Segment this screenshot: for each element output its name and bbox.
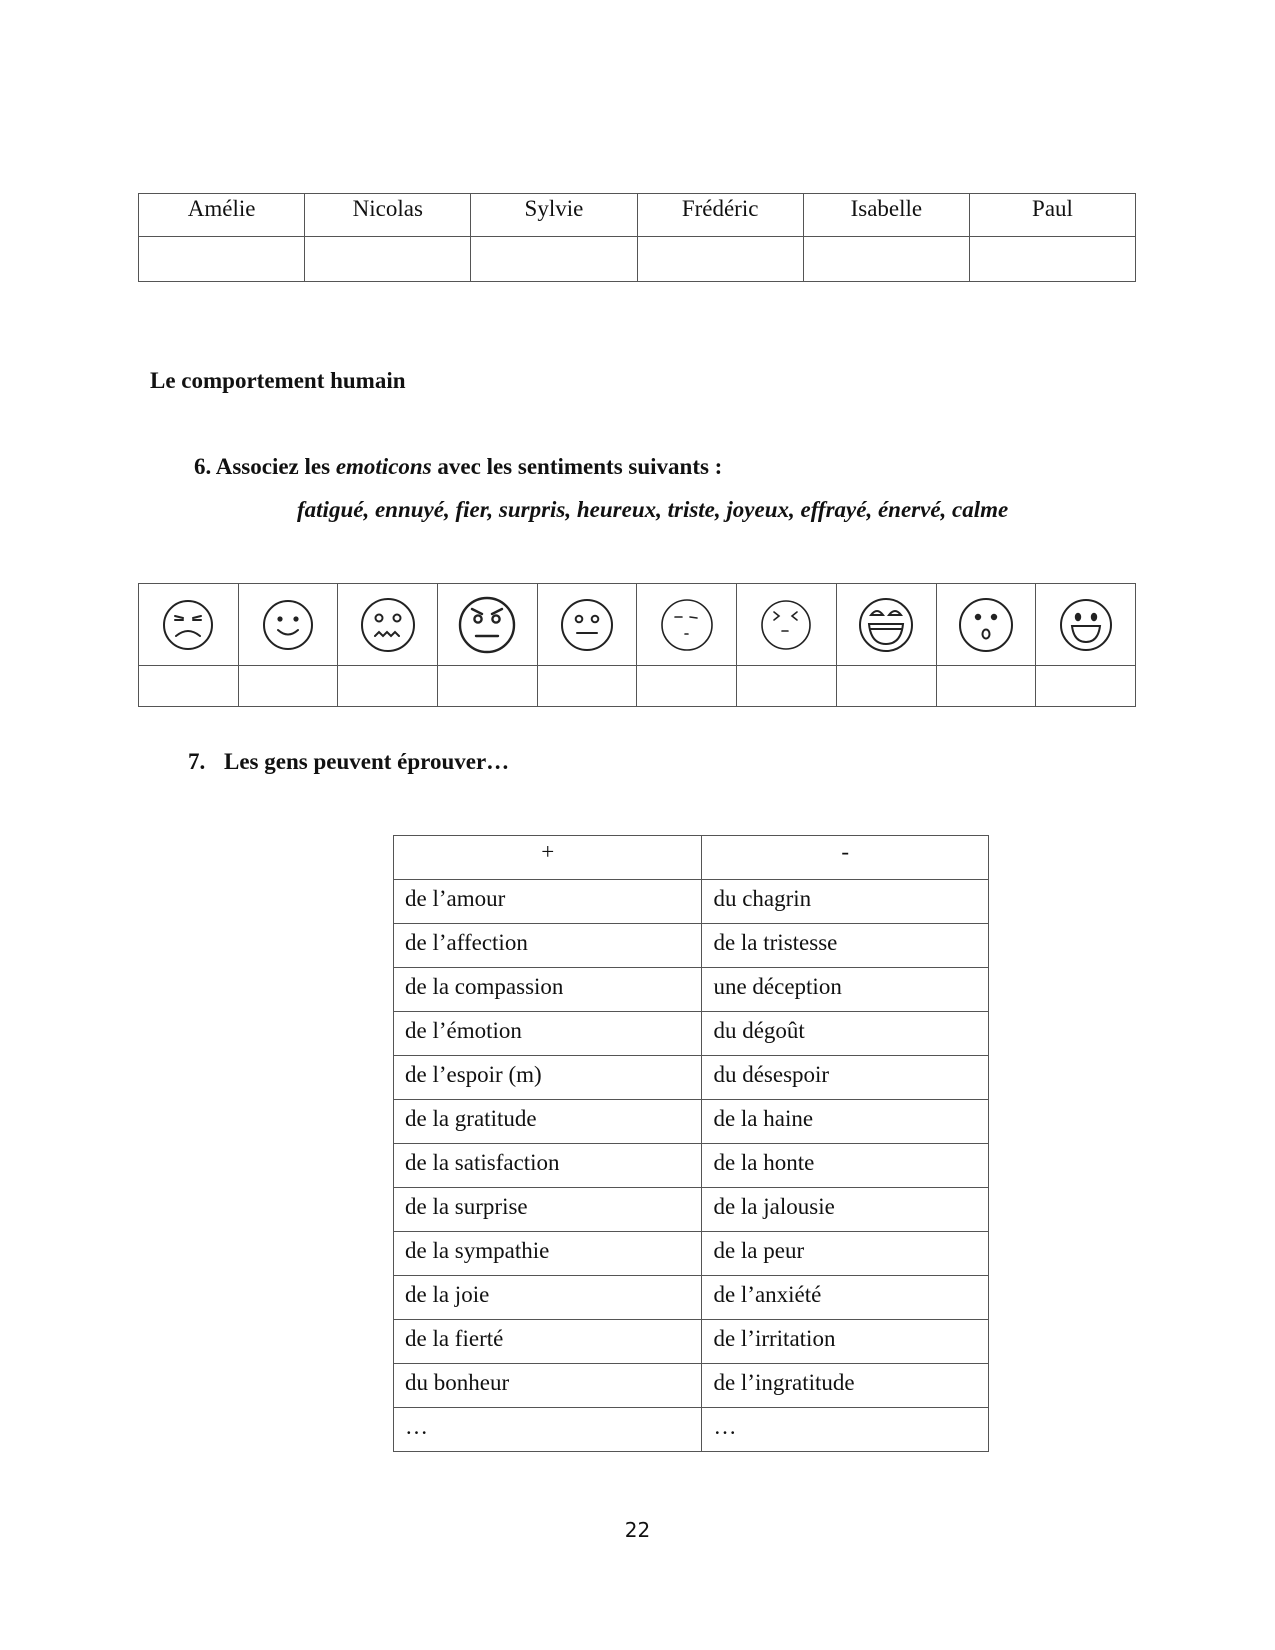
calm-smile-face-icon — [261, 598, 315, 652]
negative-feeling: du désespoir — [702, 1056, 989, 1100]
name-cell: Amélie — [139, 194, 305, 237]
feelings-row — [394, 1364, 989, 1408]
answer-cell[interactable] — [537, 666, 637, 707]
feelings-row — [394, 1100, 989, 1144]
emoticon-cell — [338, 584, 438, 666]
name-cell: Isabelle — [803, 194, 969, 237]
positive-feeling: de l’émotion — [394, 1012, 702, 1056]
negative-feeling: de la haine — [702, 1100, 989, 1144]
question-6-word-list: fatigué, ennuyé, fier, surpris, heureux, triste, joyeux, effrayé, énervé, calme — [297, 497, 1009, 522]
names-table — [138, 193, 1136, 282]
negative-feeling: de la tristesse — [702, 924, 989, 968]
question-7 — [188, 749, 509, 775]
negative-feeling: du chagrin — [702, 880, 989, 924]
positive-feeling: de la joie — [394, 1276, 702, 1320]
answer-cell[interactable] — [803, 237, 969, 282]
answer-cell[interactable] — [637, 666, 737, 707]
feelings-row — [394, 1408, 989, 1452]
negative-header: - — [702, 836, 989, 880]
feelings-row — [394, 1012, 989, 1056]
positive-feeling: du bonheur — [394, 1364, 702, 1408]
feelings-row — [394, 1276, 989, 1320]
big-grin-face-icon — [857, 596, 915, 654]
answer-cell[interactable] — [139, 237, 305, 282]
emoticon-cell — [936, 584, 1036, 666]
positive-feeling: de la sympathie — [394, 1232, 702, 1276]
answer-cell[interactable] — [969, 237, 1135, 282]
neutral-face-icon — [559, 597, 615, 653]
emoticon-row — [139, 584, 1136, 666]
page-number: 22 — [624, 1518, 651, 1542]
negative-feeling: de la peur — [702, 1232, 989, 1276]
name-cell: Frédéric — [637, 194, 803, 237]
names-header-row — [139, 194, 1136, 237]
worried-face-icon — [359, 596, 417, 654]
answer-cell[interactable] — [737, 666, 837, 707]
positive-feeling: de la compassion — [394, 968, 702, 1012]
negative-feeling: de l’irritation — [702, 1320, 989, 1364]
answer-cell[interactable] — [471, 237, 637, 282]
feelings-row — [394, 1144, 989, 1188]
negative-feeling: de l’anxiété — [702, 1276, 989, 1320]
answer-cell[interactable] — [936, 666, 1036, 707]
angry-face-icon — [457, 595, 517, 655]
negative-feeling: du dégoût — [702, 1012, 989, 1056]
answer-cell[interactable] — [637, 237, 803, 282]
sad-face-icon — [161, 598, 215, 652]
positive-feeling: de l’amour — [394, 880, 702, 924]
answer-cell[interactable] — [437, 666, 537, 707]
section-heading: Le comportement humain — [150, 368, 406, 393]
name-cell: Paul — [969, 194, 1135, 237]
question-6 — [194, 454, 722, 480]
negative-feeling: de l’ingratitude — [702, 1364, 989, 1408]
negative-feeling: une déception — [702, 968, 989, 1012]
feelings-row — [394, 1320, 989, 1364]
feelings-table — [393, 835, 989, 1452]
negative-feeling: de la honte — [702, 1144, 989, 1188]
question-6-emphasis: emoticons — [335, 454, 432, 479]
emoticon-table — [138, 583, 1136, 707]
answer-cell[interactable] — [238, 666, 338, 707]
positive-header: + — [394, 836, 702, 880]
answer-cell[interactable] — [305, 237, 471, 282]
negative-feeling: de la jalousie — [702, 1188, 989, 1232]
feelings-row — [394, 924, 989, 968]
emoticon-cell — [836, 584, 936, 666]
tired-face-icon — [659, 597, 715, 653]
positive-feeling: de la gratitude — [394, 1100, 702, 1144]
emoticon-cell — [238, 584, 338, 666]
happy-face-icon — [1058, 597, 1114, 653]
answer-cell[interactable] — [338, 666, 438, 707]
feelings-row — [394, 968, 989, 1012]
positive-feeling: de la fierté — [394, 1320, 702, 1364]
answer-cell[interactable] — [836, 666, 936, 707]
positive-feeling: de la satisfaction — [394, 1144, 702, 1188]
positive-feeling: de l’espoir (m) — [394, 1056, 702, 1100]
annoyed-face-icon — [759, 598, 813, 652]
question-6-prefix: 6. Associez les — [194, 454, 336, 479]
emoticon-cell — [1036, 584, 1136, 666]
emoticon-cell — [437, 584, 537, 666]
positive-feeling: de la surprise — [394, 1188, 702, 1232]
positive-feeling: de l’affection — [394, 924, 702, 968]
question-6-suffix: avec les sentiments suivants : — [431, 454, 723, 479]
question-7-text: Les gens peuvent éprouver… — [224, 749, 510, 774]
positive-feeling: … — [394, 1408, 702, 1452]
names-answer-row — [139, 237, 1136, 282]
name-cell: Sylvie — [471, 194, 637, 237]
name-cell: Nicolas — [305, 194, 471, 237]
negative-feeling: … — [702, 1408, 989, 1452]
feelings-row — [394, 1232, 989, 1276]
feelings-row — [394, 880, 989, 924]
emoticon-cell — [139, 584, 239, 666]
surprised-face-icon — [957, 596, 1015, 654]
emoticon-cell — [637, 584, 737, 666]
emoticon-cell — [537, 584, 637, 666]
feelings-header-row — [394, 836, 989, 880]
feelings-row — [394, 1188, 989, 1232]
emoticon-answer-row — [139, 666, 1136, 707]
feelings-row — [394, 1056, 989, 1100]
question-7-number: 7. — [188, 749, 206, 774]
emoticon-cell — [737, 584, 837, 666]
answer-cell[interactable] — [139, 666, 239, 707]
answer-cell[interactable] — [1036, 666, 1136, 707]
